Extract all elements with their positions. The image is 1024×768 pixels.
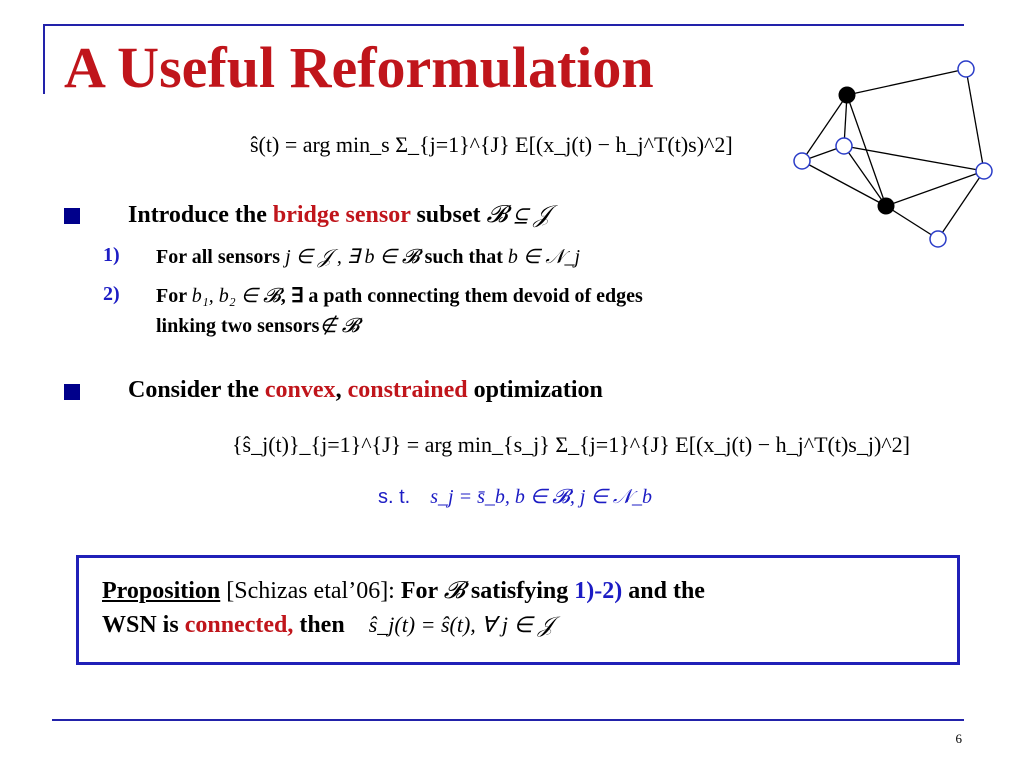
condition-2 [156, 283, 643, 308]
sensor-node [958, 61, 974, 77]
highlight-constrained: constrained [347, 377, 468, 403]
sensor-node [930, 231, 946, 247]
proposition-text: satisfying [470, 578, 569, 604]
proposition-text: and the [628, 578, 705, 604]
bullet-bridge-sensor [128, 202, 550, 229]
bridge-node-1 [839, 87, 855, 103]
condition-text: such that [424, 246, 503, 268]
proposition-box [76, 555, 960, 665]
highlight-convex: convex [264, 377, 336, 403]
bullet-marker [64, 208, 80, 224]
sensor-node [976, 163, 992, 179]
math-expression: b₁, b₂ ∈ 𝓑 [191, 285, 281, 307]
condition-number-1: 1) [103, 244, 120, 266]
bullet-text: Introduce the [128, 202, 267, 228]
condition-text: For all sensors [156, 246, 281, 268]
bullet-marker [64, 384, 80, 400]
condition-number-2: 2) [103, 283, 120, 305]
sensor-node [836, 138, 852, 154]
condition-2-continued [156, 313, 359, 338]
condition-text: linking two sensors [156, 315, 320, 337]
network-graph [780, 56, 1000, 256]
slide-title: A Useful Reformulation [64, 35, 654, 100]
bullet-text: Consider the [128, 377, 259, 403]
bullet-text: subset [416, 202, 481, 228]
bridge-node-2 [878, 198, 894, 214]
highlight-bridge-sensor: bridge sensor [272, 202, 411, 228]
bullet-optimization [128, 377, 603, 404]
condition-text: , ∃ a path connecting them devoid of edges [280, 285, 643, 307]
math-expression: ∉ 𝓑 [319, 315, 360, 337]
proposition-citation: [Schizas etal’06]: [226, 578, 395, 604]
proposition-condition-ref: 1)-2) [574, 578, 623, 604]
sensor-node [794, 153, 810, 169]
condition-1 [156, 244, 580, 269]
proposition-text: WSN is [102, 612, 179, 638]
constraint-math: s_j = s̄_b, b ∈ 𝓑, j ∈ 𝒩_b [430, 486, 653, 508]
constraint-label: s. t. [378, 486, 411, 508]
proposition-text: For [400, 578, 438, 604]
proposition-line-2 [102, 612, 553, 639]
equation-constraint [378, 484, 652, 509]
bullet-text: , [335, 377, 342, 403]
page-number: 6 [955, 731, 962, 746]
left-rule [43, 24, 45, 94]
math-subset: 𝓑 ⊆ 𝒥 [486, 202, 551, 228]
condition-text: For [156, 285, 187, 307]
math-expression: b ∈ 𝒩_j [507, 246, 581, 268]
graph-edges [802, 69, 984, 239]
bottom-rule [52, 719, 964, 721]
equation-centralized-estimator: ŝ(t) = arg min_s Σ_{j=1}^{J} E[(x_j(t) − h_j^T(t)s)^2] [250, 132, 733, 157]
math-expression: 𝓑 [443, 578, 465, 604]
highlight-connected: connected, [184, 612, 294, 638]
proposition-label: Proposition [102, 578, 221, 604]
top-rule [44, 24, 964, 26]
proposition-line-1 [102, 578, 705, 605]
math-expression: ∃ b ∈ 𝓑 [346, 246, 420, 268]
proposition-result: ŝ_j(t) = ŝ(t), ∀ j ∈ 𝒥 [368, 612, 554, 637]
bullet-text: optimization [473, 377, 603, 403]
math-expression: j ∈ 𝒥 , [285, 246, 342, 268]
equation-distributed-estimator: {ŝ_j(t)}_{j=1}^{J} = arg min_{s_j} Σ_{j=1}^{J} E[(x_j(t) − h_j^T(t)s_j)^2] [232, 432, 910, 457]
proposition-text: then [299, 612, 345, 638]
